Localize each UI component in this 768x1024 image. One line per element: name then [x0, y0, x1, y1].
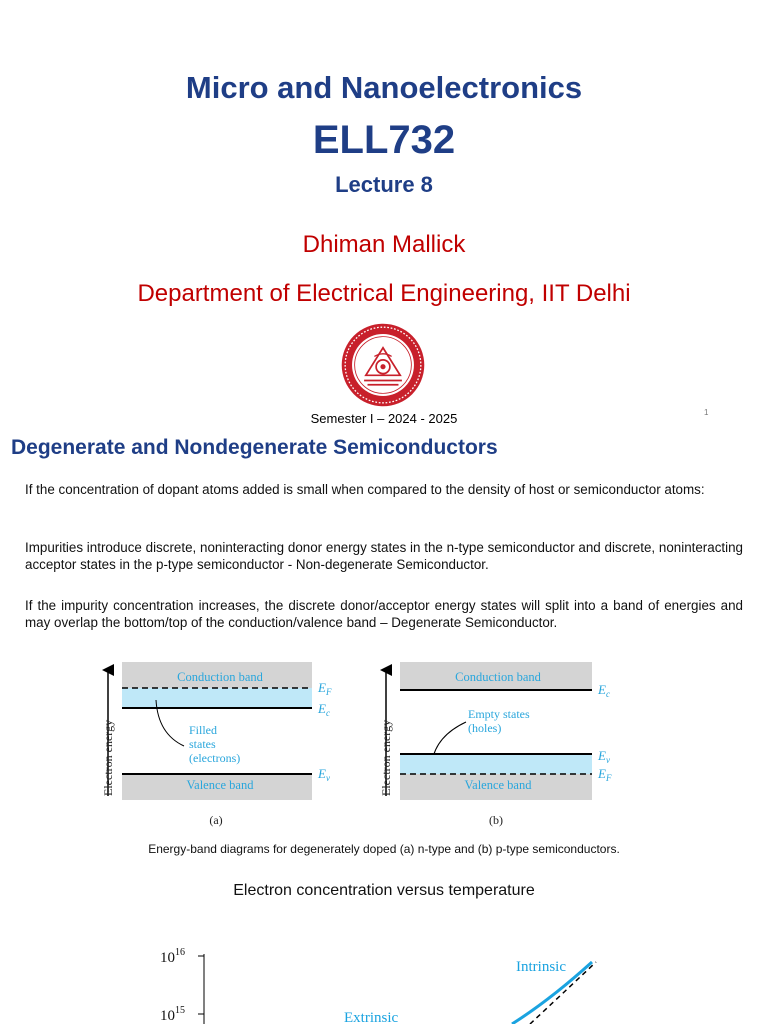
semester: Semester I – 2024 - 2025: [310, 411, 458, 426]
paragraph-1: If the concentration of dopant atoms added is small when compared to the density of host or semiconductor atoms:: [25, 482, 705, 497]
valence-band-label: Valence band: [464, 778, 532, 792]
lecture-number: Lecture 8: [335, 172, 433, 197]
level-ec-label: $E_c$: [318, 701, 330, 718]
panel-a: [101, 662, 332, 827]
concentration-chart: [150, 940, 610, 1024]
extrinsic-label: Extrinsic: [344, 1010, 399, 1024]
panel-b: [379, 662, 612, 827]
energy-band-diagram: [96, 656, 626, 834]
axis-label: Electron energy: [101, 719, 115, 796]
iit-delhi-logo: [340, 322, 426, 408]
level-ev-label: $E_v$: [318, 766, 330, 783]
slide-title: Degenerate and Nondegenerate Semiconductors: [11, 436, 498, 459]
filled-states-region: [122, 688, 312, 708]
course-code: ELL732: [312, 118, 456, 162]
conduction-band-label: Conduction band: [177, 670, 263, 684]
level-ev-label: $E_v$: [598, 748, 610, 765]
department: Department of Electrical Engineering, IIT Delhi: [137, 280, 631, 307]
tick-label: $10^{15}$: [160, 1005, 185, 1024]
paragraph-2: Impurities introduce discrete, noninteracting donor energy states in the n-type semiconductor and discrete, noninteracting acceptor states in the p-type semiconductor - Non-degenerate Semiconductor.: [25, 540, 743, 572]
level-ef-label: $E_F$: [318, 680, 332, 697]
intrinsic-label: Intrinsic: [516, 959, 566, 975]
filled-annotation-2: states: [189, 737, 216, 751]
paragraph-3: If the impurity concentration increases, the discrete donor/acceptor energy states will split into a band of energies and may overlap the bottom/top of the conduction/valence band – Degenerate Semiconductor.: [25, 598, 743, 630]
axis-label: Electron energy: [379, 719, 393, 796]
figure-caption: Energy-band diagrams for degenerately doped (a) n-type and (b) p-type semiconductors.: [148, 842, 620, 856]
seal-icon: [342, 324, 425, 407]
chart-title: Electron concentration versus temperature: [233, 882, 535, 899]
panel-a-label: (a): [209, 813, 223, 827]
valence-band-label: Valence band: [186, 778, 254, 792]
course-title: Micro and Nanoelectronics: [185, 70, 583, 105]
tick-label: $10^{16}$: [160, 947, 185, 966]
author-name: Dhiman Mallick: [302, 231, 466, 258]
empty-states-region: [400, 754, 592, 774]
empty-annotation-1: Empty states: [468, 707, 530, 721]
empty-annotation-2: (holes): [468, 721, 502, 735]
conduction-band-label: Conduction band: [455, 670, 541, 684]
page-number: 1: [704, 408, 709, 417]
level-ef-label: $E_F$: [598, 766, 612, 783]
panel-b-label: (b): [489, 813, 503, 827]
filled-annotation-3: (electrons): [189, 751, 241, 765]
level-ec-label: $E_c$: [598, 682, 610, 699]
filled-annotation-1: Filled: [189, 723, 218, 737]
